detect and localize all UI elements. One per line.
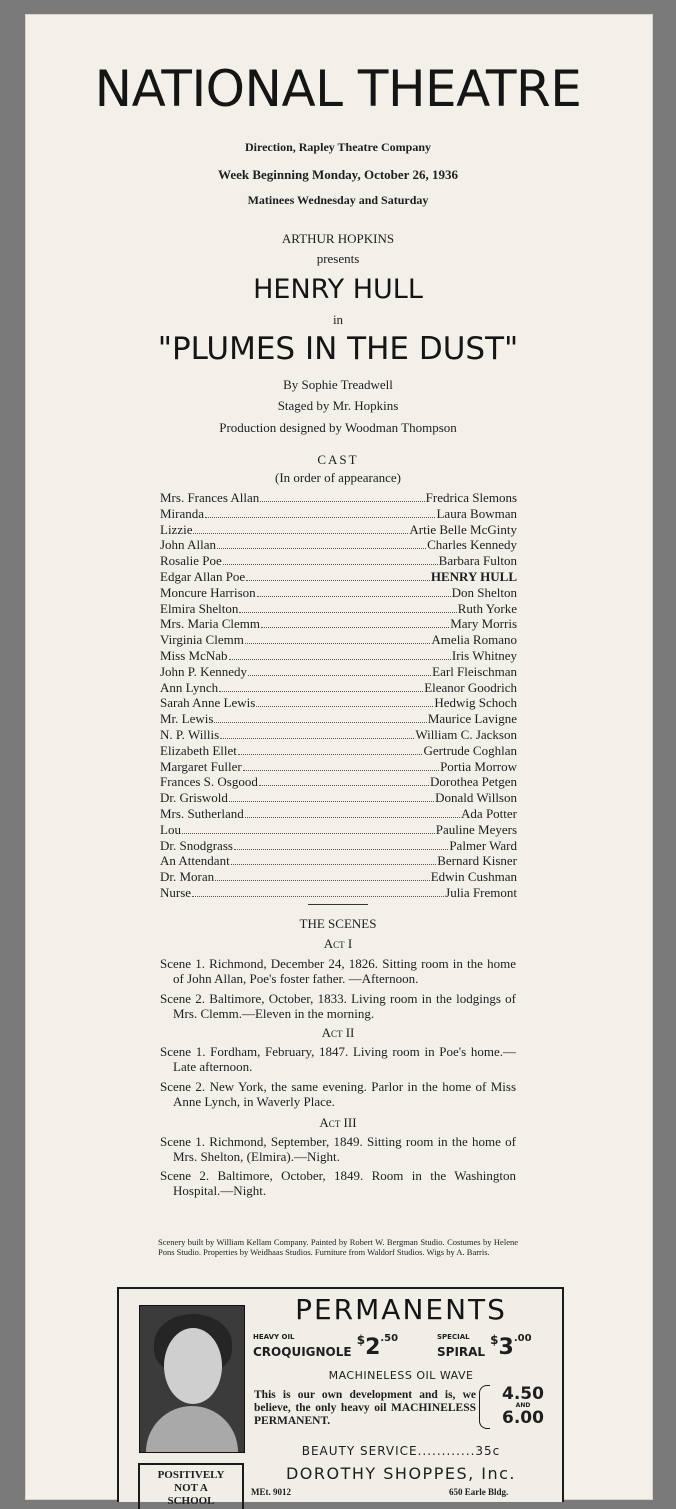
role-name: Rosalie Poe [160, 553, 222, 569]
alt-price: 4.50 [502, 1384, 544, 1404]
cast-subheading: (In order of appearance) [275, 470, 401, 485]
role-name: Moncure Harrison [160, 584, 256, 600]
ad-title: PERMANENTS [295, 1293, 507, 1326]
actor-name: Gertrude Coghlan [423, 742, 517, 758]
cast-row [160, 648, 517, 664]
alt-prices [493, 1385, 553, 1427]
beauty-service-line: BEAUTY SERVICE............35c [301, 1444, 501, 1458]
role-name: Frances S. Osgood [160, 774, 258, 790]
scene-entry: Scene 1. Richmond, September, 1849. Sitting room in the home of Mrs. Shelton, (Elmira).—Night. [160, 1134, 516, 1164]
role-name: Dr. Snodgrass [160, 837, 233, 853]
section-divider [308, 904, 368, 905]
badge-line: POSITIVELY [157, 1469, 225, 1481]
not-a-school-badge [138, 1463, 244, 1509]
scene-entry: Scene 1. Fordham, February, 1847. Living room in Poe's home.—Late afternoon. [160, 1044, 516, 1074]
model-photo [139, 1305, 245, 1453]
shop-name: DOROTHY SHOPPES, Inc. [285, 1464, 517, 1483]
design-line: Production designed by Woodman Thompson [219, 420, 457, 435]
star-name: HENRY HULL [253, 274, 423, 305]
role-name: Dr. Griswold [160, 790, 228, 806]
brace-decoration [479, 1385, 490, 1429]
cast-row [160, 885, 517, 901]
cast-row [160, 601, 517, 617]
cast-row [160, 522, 517, 538]
actor-name: Bernard Kisner [437, 853, 517, 869]
cast-row [160, 743, 517, 759]
actor-name: Eleanor Goodrich [424, 679, 517, 695]
cast-row [160, 490, 517, 506]
theatre-title: NATIONAL THEATRE [94, 60, 582, 118]
dollar-sign: $ [356, 1333, 366, 1347]
permanents-advertisement [117, 1287, 564, 1507]
role-name: Sarah Anne Lewis [160, 695, 256, 711]
cast-row [160, 569, 517, 585]
spiral-price [437, 1333, 532, 1360]
ad-subtitle: MACHINELESS OIL WAVE [328, 1369, 474, 1382]
cast-row [160, 695, 517, 711]
badge-line: NOT A [174, 1482, 208, 1494]
direction-line: Direction, Rapley Theatre Company [245, 140, 431, 154]
role-name: John P. Kennedy [160, 663, 248, 679]
price-value: 3 [498, 1335, 514, 1360]
cast-row [160, 616, 517, 632]
alt-price: 6.00 [502, 1408, 544, 1428]
cast-row [160, 790, 517, 806]
cast-row [160, 664, 517, 680]
role-name: Virginia Clemm [160, 632, 244, 648]
role-name: Mrs. Frances Allan [160, 490, 260, 505]
cast-row [160, 822, 517, 838]
role-name: Lou [160, 821, 181, 837]
actor-name: Mary Morris [450, 616, 517, 632]
role-name: Miss McNab [160, 647, 228, 663]
actor-name: Dorothea Petgen [429, 774, 517, 790]
presents-text: presents [316, 251, 360, 266]
cast-row [160, 759, 517, 775]
shop-address: 650 Earle Bldg. [449, 1487, 509, 1497]
cast-heading: CAST [317, 452, 359, 467]
and-label: AND [515, 1402, 531, 1409]
actor-name: Charles Kennedy [427, 537, 517, 553]
actor-name: Hedwig Schoch [434, 695, 517, 711]
role-name: Mrs. Sutherland [160, 805, 244, 821]
production-credits: Scenery built by William Kellam Company. Painted by Robert W. Bergman Studio. Costumes by Helene Pons Studio. Properties by Weidhaas Studios. Furniture from Waldorf Studios. Wigs by A. Barris. [158, 1237, 518, 1257]
role-name: Edgar Allan Poe [160, 568, 246, 584]
role-name: Elizabeth Ellet [160, 742, 237, 758]
role-name: N. P. Willis [160, 726, 220, 742]
price-cents: .00 [513, 1333, 532, 1344]
actor-name: Barbara Fulton [438, 553, 517, 569]
actor-name: HENRY HULL [430, 568, 517, 584]
matinees-line: Matinees Wednesday and Saturday [247, 193, 429, 207]
cast-row [160, 506, 517, 522]
badge-line: SCHOOL [167, 1495, 215, 1507]
role-name: John Allan [160, 537, 216, 553]
actor-name: Iris Whitney [451, 647, 517, 663]
cast-row [160, 727, 517, 743]
role-name: Lizzie [160, 521, 193, 537]
scene-entry: Scene 2. Baltimore, October, 1849. Room in the Washington Hospital.—Night. [160, 1168, 516, 1198]
price-value: 2 [365, 1335, 381, 1360]
actor-name: Ruth Yorke [457, 600, 517, 616]
price-tag: HEAVY OIL [253, 1333, 295, 1341]
role-name: Mr. Lewis [160, 711, 214, 727]
cast-list [160, 490, 517, 901]
role-name: Ann Lynch [160, 679, 219, 695]
actor-name: Portia Morrow [440, 758, 517, 774]
actor-name: Julia Fremont [445, 884, 517, 900]
actor-name: William C. Jackson [415, 726, 517, 742]
staged-line: Staged by Mr. Hopkins [277, 398, 399, 413]
cast-row [160, 806, 517, 822]
scenes-heading: THE SCENES [299, 916, 377, 931]
role-name: An Attendant [160, 853, 230, 869]
cast-row [160, 853, 517, 869]
role-name: Mrs. Maria Clemm [160, 616, 261, 632]
actor-name: Pauline Meyers [435, 821, 517, 837]
actor-name: Amelia Romano [431, 632, 517, 648]
cast-row [160, 869, 517, 885]
role-name: Miranda [160, 505, 205, 521]
cast-row [160, 537, 517, 553]
week-line: Week Beginning Monday, October 26, 1936 [218, 167, 458, 182]
cast-row [160, 711, 517, 727]
actor-name: Edwin Cushman [430, 869, 517, 885]
development-text: This is our own development and is, we believe, the only heavy oil MACHINELESS PERMANENT. [254, 1389, 476, 1427]
in-text: in [332, 312, 344, 327]
actor-name: Donald Willson [435, 790, 517, 806]
act-label: Act II [321, 1025, 355, 1040]
role-name: Margaret Fuller [160, 758, 242, 774]
scene-entry: Scene 2. Baltimore, October, 1833. Living room in the lodgings of Mrs. Clemm.—Eleven in the morning. [160, 991, 516, 1021]
cast-row [160, 553, 517, 569]
actor-name: Artie Belle McGinty [409, 521, 517, 537]
phone-number: MEt. 9012 [251, 1487, 291, 1497]
act-label: Act III [319, 1115, 357, 1130]
producer-name: ARTHUR HOPKINS [281, 231, 395, 246]
scene-entry: Scene 2. New York, the same evening. Parlor in the home of Miss Anne Lynch, in Waverly Place. [160, 1079, 516, 1109]
actor-name: Palmer Ward [449, 837, 517, 853]
price-cents: .50 [380, 1333, 399, 1344]
actor-name: Laura Bowman [436, 505, 517, 521]
cast-row [160, 838, 517, 854]
scene-entry: Scene 1. Richmond, December 24, 1826. Sitting room in the home of John Allan, Poe's foster father. —Afternoon. [160, 956, 516, 986]
price-tag: SPECIAL [437, 1333, 470, 1341]
croquignole-price [253, 1333, 398, 1360]
cast-row [160, 680, 517, 696]
act-label: Act I [323, 936, 353, 951]
price-name: CROQUIGNOLE [253, 1345, 352, 1359]
cast-row [160, 632, 517, 648]
role-name: Dr. Moran [160, 869, 215, 885]
role-name: Elmira Shelton [160, 600, 239, 616]
actor-name: Maurice Lavigne [427, 711, 517, 727]
cast-row [160, 774, 517, 790]
role-name: Nurse [160, 884, 192, 900]
price-name: SPIRAL [437, 1345, 486, 1359]
author-line: By Sophie Treadwell [283, 377, 393, 392]
actor-name: Fredrica Slemons [425, 490, 517, 505]
dollar-sign: $ [490, 1333, 499, 1347]
actor-name: Ada Potter [461, 805, 517, 821]
actor-name: Earl Fleischman [432, 663, 517, 679]
cast-row [160, 585, 517, 601]
play-title: "PLUMES IN THE DUST" [157, 331, 519, 367]
actor-name: Don Shelton [451, 584, 517, 600]
scenes-list [160, 936, 516, 1198]
